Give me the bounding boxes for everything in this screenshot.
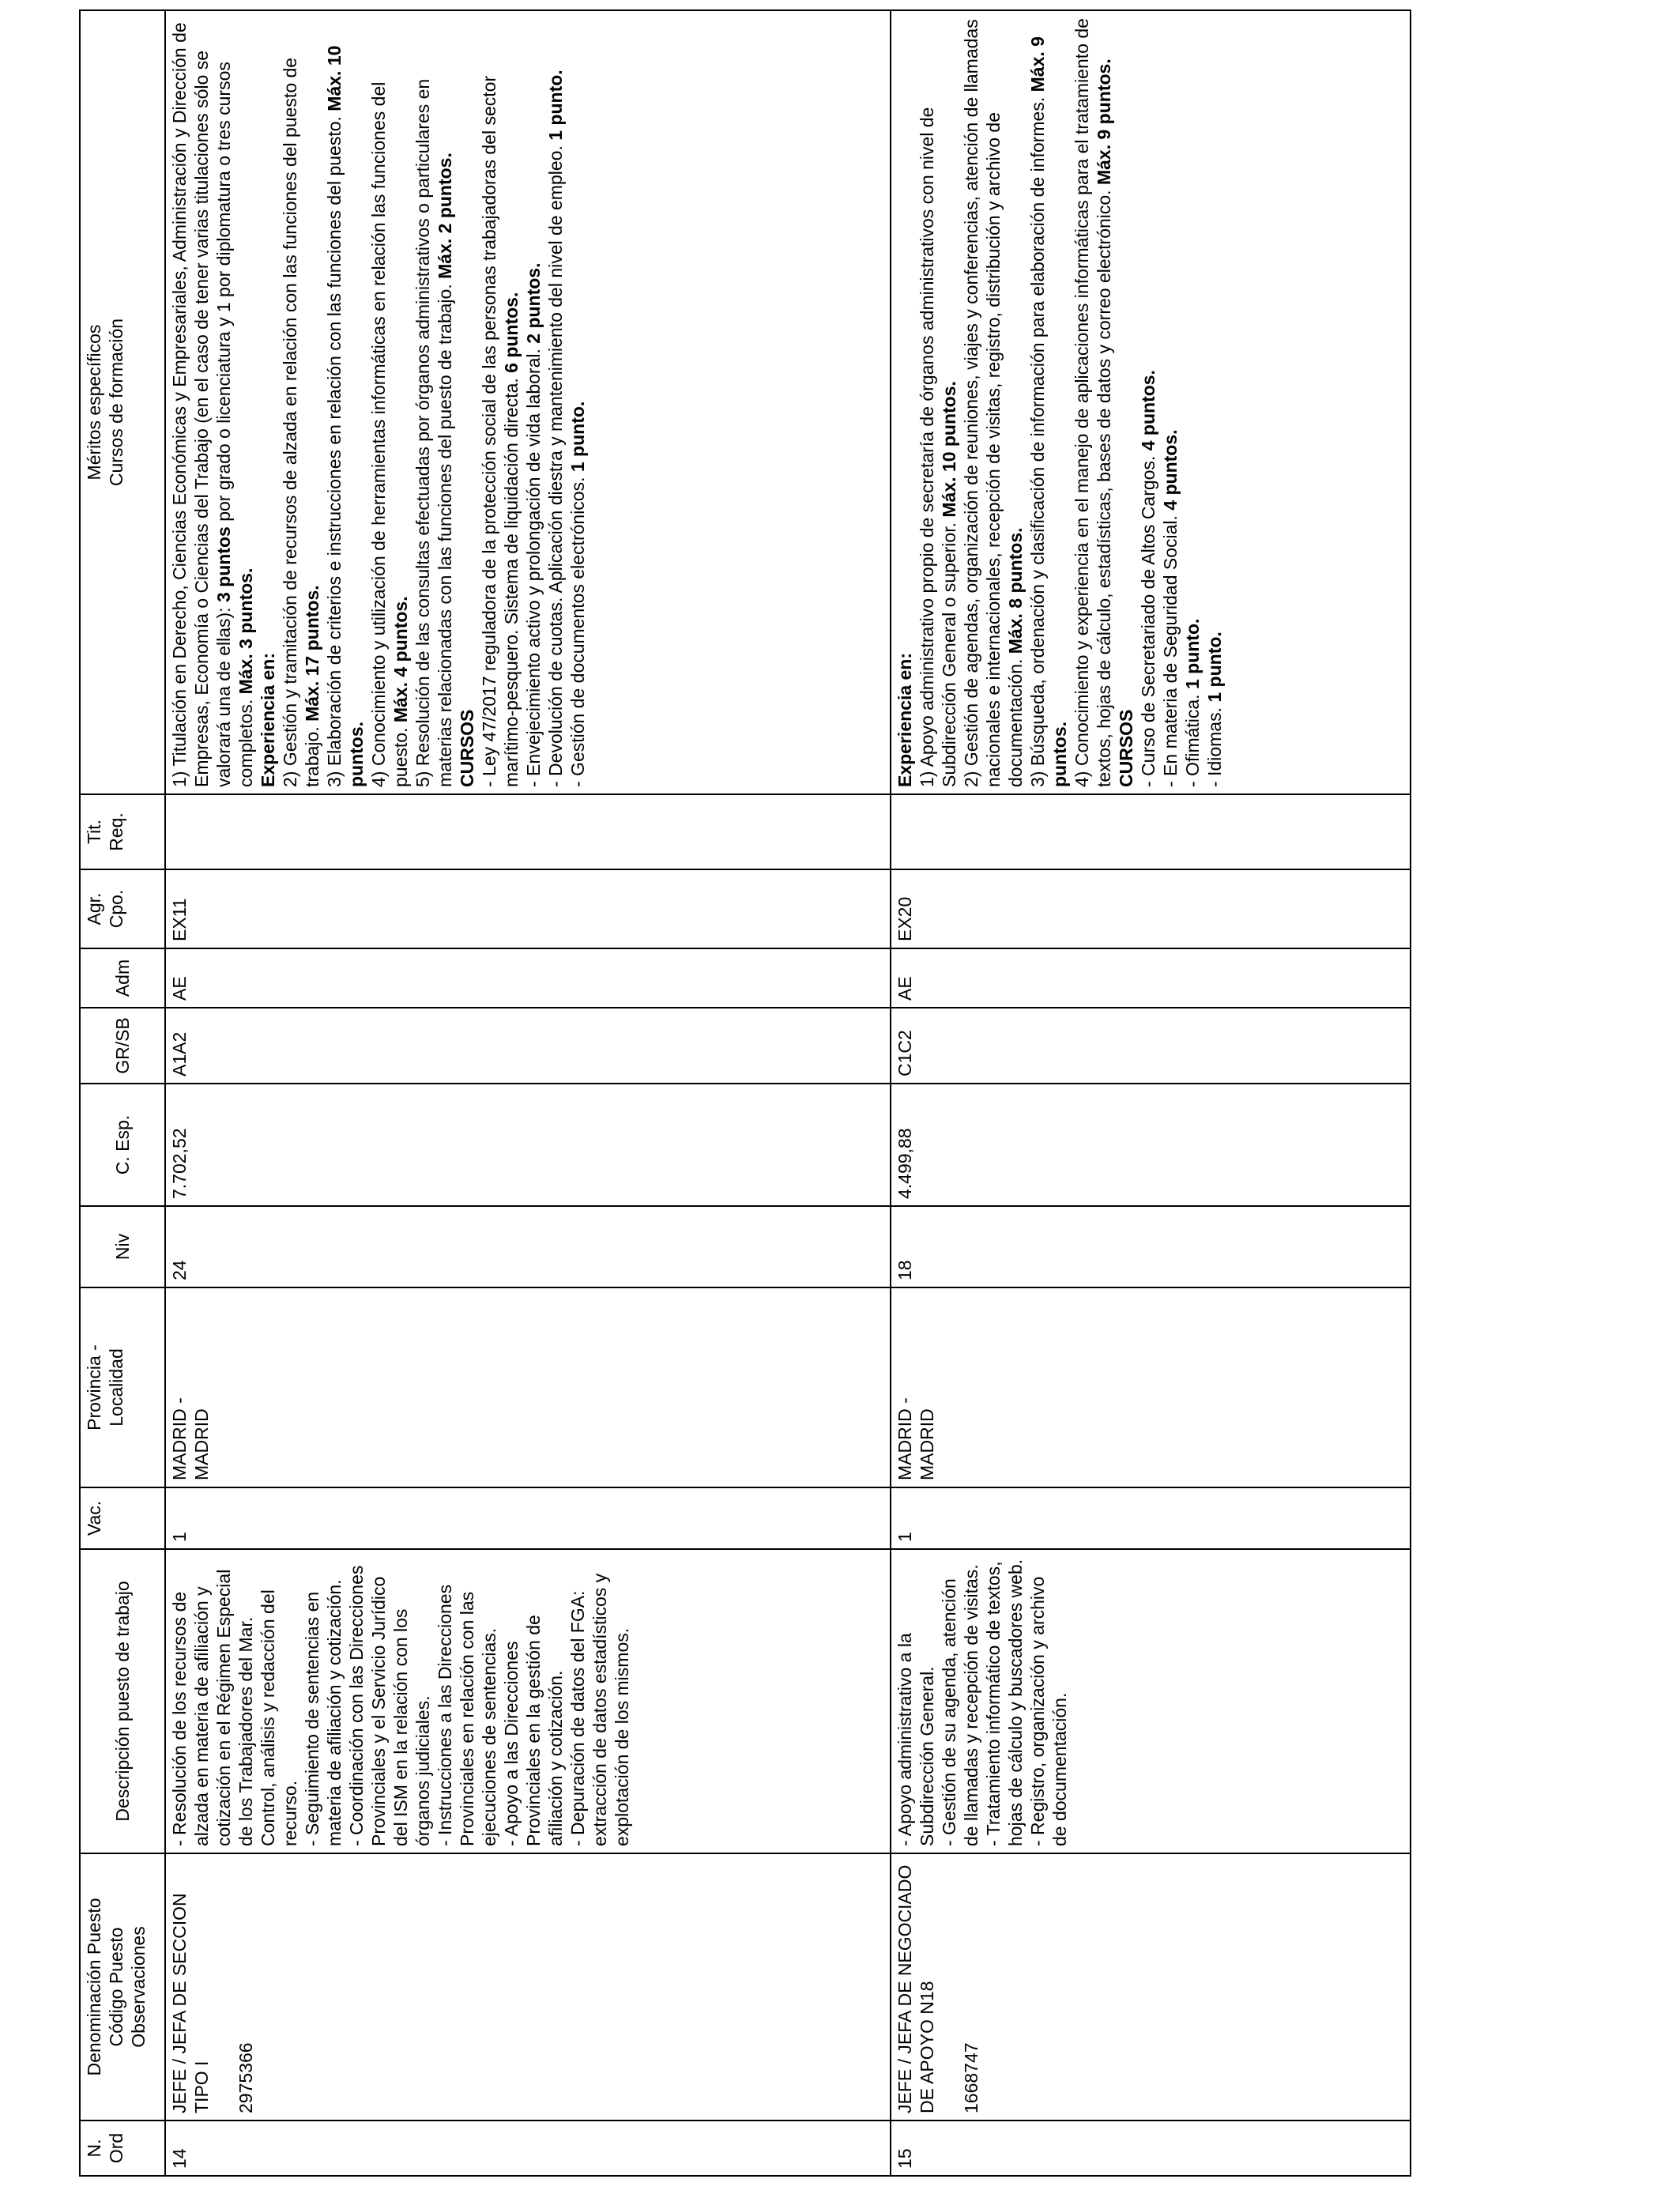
- header-denominacion-line-1: Denominación Puesto: [84, 1898, 104, 2076]
- header-denominacion-line-3: Observaciones: [128, 1926, 149, 2048]
- merit-bold-text: CURSOS: [457, 709, 477, 787]
- merit-bold-text: Máx. 10 puntos.: [324, 45, 367, 787]
- header-gr-sb-label: GR/SB: [112, 1017, 133, 1074]
- cell-provincia: [165, 1287, 891, 1487]
- cell-provincia: [891, 1287, 1411, 1487]
- description-item: - Registro, organización y archivo de documentación.: [1027, 1576, 1070, 1846]
- merit-text: 1) Titulación en Derecho, Ciencias Económicas y Empresariales, Administración y Dirección de Empresas, Economía o Ciencias del Trabajo (en el caso de tener varias titulaciones sólo se valorará una de ellas):: [169, 22, 234, 787]
- cell-niv: 18: [891, 1206, 1411, 1287]
- description-item: - Instrucciones a las Direcciones Provinciales en relación con las ejecuciones de sentencias.: [435, 1584, 499, 1846]
- cell-c-esp: 7.702,52: [165, 1084, 891, 1206]
- cell-n-ord: 15: [891, 2120, 1411, 2176]
- description-item: - Apoyo a las Direcciones Provinciales en la gestión de afiliación y cotización.: [501, 1615, 566, 1846]
- position-title: JEFE / JEFA DE SECCION TIPO I: [169, 1893, 212, 2113]
- cell-denominacion: [165, 1853, 891, 2120]
- cell-meritos: [891, 10, 1411, 794]
- merit-item: [478, 17, 522, 787]
- cell-tit-req: [891, 794, 1411, 869]
- merit-text: 3) Elaboración de criterios e instrucciones en relación con las funciones del puesto.: [324, 111, 345, 787]
- description-item: - Resolución de los recursos de alzada en materia de afiliación y cotización en el Régimen Especial de los Trabajadores del Mar. Control, análisis y redacción del recurso.: [169, 1569, 300, 1846]
- merit-item: [1137, 17, 1159, 787]
- header-provincia: [80, 1287, 165, 1487]
- province-line-1: MADRID -: [169, 1397, 190, 1480]
- table-row: [891, 10, 1411, 2176]
- merit-item: [168, 17, 257, 787]
- merit-text: - Envejecimiento activo y prolongación de vida laboral.: [523, 343, 544, 787]
- province-line-1: MADRID -: [895, 1397, 915, 1480]
- merit-text: - Ley 47/2017 reguladora de la protección social de las personas trabajadoras del sector marítimo-pesquero. Sistema de liquidación directa.: [479, 75, 522, 787]
- merit-bold-text: 3 puntos: [213, 526, 234, 603]
- header-agr-cpo: [80, 869, 165, 948]
- header-vac-label: Vac.: [84, 1500, 104, 1536]
- merit-bold-text: 4 puntos.: [1160, 429, 1181, 511]
- job-positions-table: [79, 9, 1411, 2177]
- merit-text: - Ofimática.: [1182, 689, 1203, 787]
- merit-bold-text: Experiencia en:: [258, 652, 278, 787]
- merit-bold-text: Máx. 8 puntos.: [1005, 527, 1026, 654]
- cell-n-ord: 14: [165, 2120, 891, 2176]
- merit-item: [567, 17, 589, 787]
- merit-bold-text: 1 punto.: [1182, 618, 1203, 690]
- merit-item: [916, 17, 960, 787]
- merit-text: - Devolución de cuotas. Aplicación diestra y mantenimiento del nivel de empleo.: [545, 140, 566, 787]
- header-descripcion: [80, 1549, 165, 1853]
- merit-text: 1) Apoyo administrativo propio de secretaría de órganos administrativos con nivel de Subdirección General o superior.: [917, 107, 959, 787]
- header-meritos-line-2: Cursos de formación: [106, 318, 126, 487]
- header-niv-label: Niv: [112, 1233, 133, 1261]
- merit-item: [456, 17, 478, 787]
- merit-item: [1115, 17, 1137, 787]
- merit-text: 3) Búsqueda, ordenación y clasificación de información para elaboración de informes.: [1027, 92, 1048, 787]
- merit-item: [257, 17, 279, 787]
- merit-item: [279, 17, 323, 787]
- cell-adm: AE: [165, 948, 891, 1008]
- header-c-esp-label: C. Esp.: [112, 1114, 133, 1175]
- merit-bold-text: 1 punto.: [545, 70, 566, 141]
- merit-text: 2) Gestión y tramitación de recursos de alzada en relación con las funciones del puesto de trabajo.: [280, 57, 322, 787]
- header-denominacion-line-2: Código Puesto: [106, 1927, 126, 2047]
- header-denominacion: [80, 1853, 165, 2120]
- cell-adm: AE: [891, 948, 1411, 1008]
- description-item: - Coordinación con las Direcciones Provinciales y el Servicio Jurídico del ISM en la relación con los órganos judiciales.: [346, 1565, 433, 1846]
- cell-agr-cpo: EX20: [891, 869, 1411, 948]
- merit-bold-text: Máx. 17 puntos.: [302, 585, 322, 722]
- merit-bold-text: Experiencia en:: [895, 652, 915, 787]
- header-tit-req-line-2: Req.: [106, 812, 126, 851]
- merit-item: [894, 17, 916, 787]
- header-descripcion-label: Descripción puesto de trabajo: [112, 1581, 133, 1822]
- description-item: - Seguimiento de sentencias en materia de afiliación y cotización.: [302, 1579, 345, 1846]
- merit-item: [1181, 17, 1203, 787]
- header-tit-req-line-1: Tit.: [84, 819, 104, 845]
- header-provincia-line-1: Provincia -: [84, 1344, 104, 1431]
- merit-item: [323, 17, 367, 787]
- merit-text: por grado o licenciatura y 1 por diplomatura o tres cursos completos.: [213, 62, 256, 787]
- header-n-ord-line-2: Ord: [106, 2132, 126, 2164]
- header-niv: [80, 1206, 165, 1287]
- cell-vac: 1: [891, 1487, 1411, 1549]
- merit-item: [367, 17, 412, 787]
- cell-gr-sb: A1A2: [165, 1008, 891, 1084]
- cell-c-esp: 4.499,88: [891, 1084, 1411, 1206]
- merit-text: - Idiomas.: [1204, 702, 1225, 787]
- merit-bold-text: CURSOS: [1116, 709, 1136, 787]
- header-gr-sb: [80, 1008, 165, 1084]
- header-adm-label: Adm: [112, 959, 133, 997]
- cell-descripcion: [891, 1549, 1411, 1853]
- cell-vac: 1: [165, 1487, 891, 1549]
- merit-bold-text: 4 puntos.: [1138, 370, 1158, 451]
- header-adm: [80, 948, 165, 1008]
- merit-bold-text: Máx. 4 puntos.: [390, 596, 411, 723]
- description-item: - Depuración de datos del FGA: extracción de datos estadísticos y explotación de los mismos.: [567, 1573, 632, 1846]
- header-n-ord: [80, 2120, 165, 2176]
- merit-bold-text: Máx. 9 puntos.: [1027, 36, 1070, 787]
- header-row: [80, 10, 165, 2176]
- merit-item: [544, 17, 567, 787]
- header-provincia-line-2: Localidad: [106, 1348, 126, 1427]
- description-item: - Apoyo administrativo a la Subdirección General.: [895, 1633, 937, 1846]
- province-line-2: MADRID: [917, 1408, 937, 1480]
- position-code: 2975366: [235, 2042, 256, 2113]
- merit-bold-text: 2 puntos.: [523, 262, 544, 344]
- header-agr-cpo-line-2: Cpo.: [106, 889, 126, 929]
- merit-text: - Gestión de documentos electrónicos.: [567, 472, 588, 787]
- cell-descripcion: [165, 1549, 891, 1853]
- header-c-esp: [80, 1084, 165, 1206]
- merit-item: [960, 17, 1026, 787]
- cell-denominacion: [891, 1853, 1411, 2120]
- header-vac: [80, 1487, 165, 1549]
- merit-bold-text: 6 puntos.: [501, 292, 522, 373]
- merit-item: [1203, 17, 1226, 787]
- cell-meritos: [165, 10, 891, 794]
- merit-bold-text: 1 punto.: [567, 401, 588, 473]
- header-tit-req: [80, 794, 165, 869]
- merit-text: - Curso de Secretariado de Altos Cargos.: [1138, 450, 1158, 787]
- table-row: [165, 10, 891, 2176]
- cell-gr-sb: C1C2: [891, 1008, 1411, 1084]
- header-n-ord-line-1: N.: [84, 2139, 104, 2158]
- header-meritos-line-1: Méritos específicos: [84, 324, 104, 481]
- header-agr-cpo-line-1: Agr.: [84, 892, 104, 925]
- position-title: JEFE / JEFA DE NEGOCIADO DE APOYO N18: [895, 1864, 937, 2113]
- merit-text: 4) Conocimiento y experiencia en el manejo de aplicaciones informáticas para el tratamiento de textos, hojas de cálculo, estadísticas, bases de datos y correo electrónico.: [1072, 18, 1114, 787]
- description-item: - Tratamiento informático de textos, hojas de cálculo y buscadores web.: [983, 1559, 1026, 1846]
- cell-niv: 24: [165, 1206, 891, 1287]
- merit-item: [1026, 17, 1071, 787]
- merit-text: - En materia de Seguridad Social.: [1160, 510, 1181, 787]
- province-line-2: MADRID: [191, 1408, 212, 1480]
- merit-item: [522, 17, 544, 787]
- merit-bold-text: Máx. 9 puntos.: [1094, 58, 1114, 186]
- merit-item: [1071, 17, 1115, 787]
- merit-text: 4) Conocimiento y utilización de herramientas informáticas en relación las funciones del puesto.: [368, 81, 411, 787]
- merit-text: 2) Gestión de agendas, organización de reuniones, viajes y conferencias, atención de llamadas nacionales e internacionales, recepción de visitas, registro, distribución y archivo de documentación.: [961, 19, 1026, 787]
- cell-agr-cpo: EX11: [165, 869, 891, 948]
- merit-bold-text: 1 punto.: [1204, 631, 1225, 703]
- rotated-table-wrapper: [79, 11, 1403, 2177]
- header-meritos: [80, 10, 165, 794]
- description-item: - Gestión de su agenda, atención de llamadas y recepción de visitas.: [939, 1564, 981, 1846]
- cell-tit-req: [165, 794, 891, 869]
- merit-bold-text: Máx. 3 puntos.: [235, 567, 256, 695]
- merit-item: [1159, 17, 1181, 787]
- merit-item: [412, 17, 456, 787]
- position-code: 1668747: [961, 2042, 981, 2113]
- merit-text: 5) Resolución de las consultas efectuadas por órganos administrativos o particulares en materias relacionadas con las funciones del puesto de trabajo.: [412, 78, 455, 787]
- merit-bold-text: Máx. 10 puntos.: [939, 381, 959, 518]
- merit-bold-text: Máx. 2 puntos.: [435, 153, 455, 279]
